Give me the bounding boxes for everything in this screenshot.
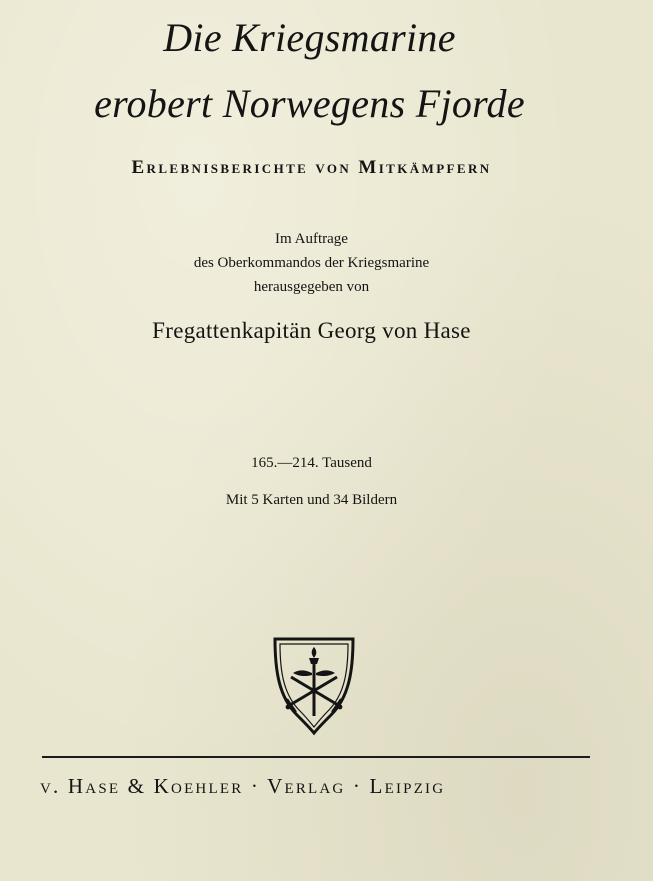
commission-line-3: herausgegeben von [253, 279, 370, 295]
divider-rule [42, 756, 590, 758]
book-title-line-2: erobert Norwegens Fjorde [94, 81, 525, 126]
editor-name: Fregattenkapitän Georg von Hase [152, 318, 471, 343]
commission-line-2: des Oberkommandos der Kriegsmarine [193, 255, 430, 271]
book-title-line-1: Die Kriegsmarine [163, 15, 456, 60]
publisher-imprint: v. Hase & Koehler · Verlag · Leipzig [40, 774, 446, 798]
illustrations-note: Mit 5 Karten und 34 Bildern [225, 492, 398, 508]
book-subtitle: Erlebnisberichte von Mitkämpfern [131, 157, 492, 178]
print-run: 165.—214. Tausend [251, 455, 372, 471]
commission-line-1: Im Auftrage [275, 231, 348, 247]
shield-with-torch-and-crossed-swords-icon [271, 633, 357, 737]
